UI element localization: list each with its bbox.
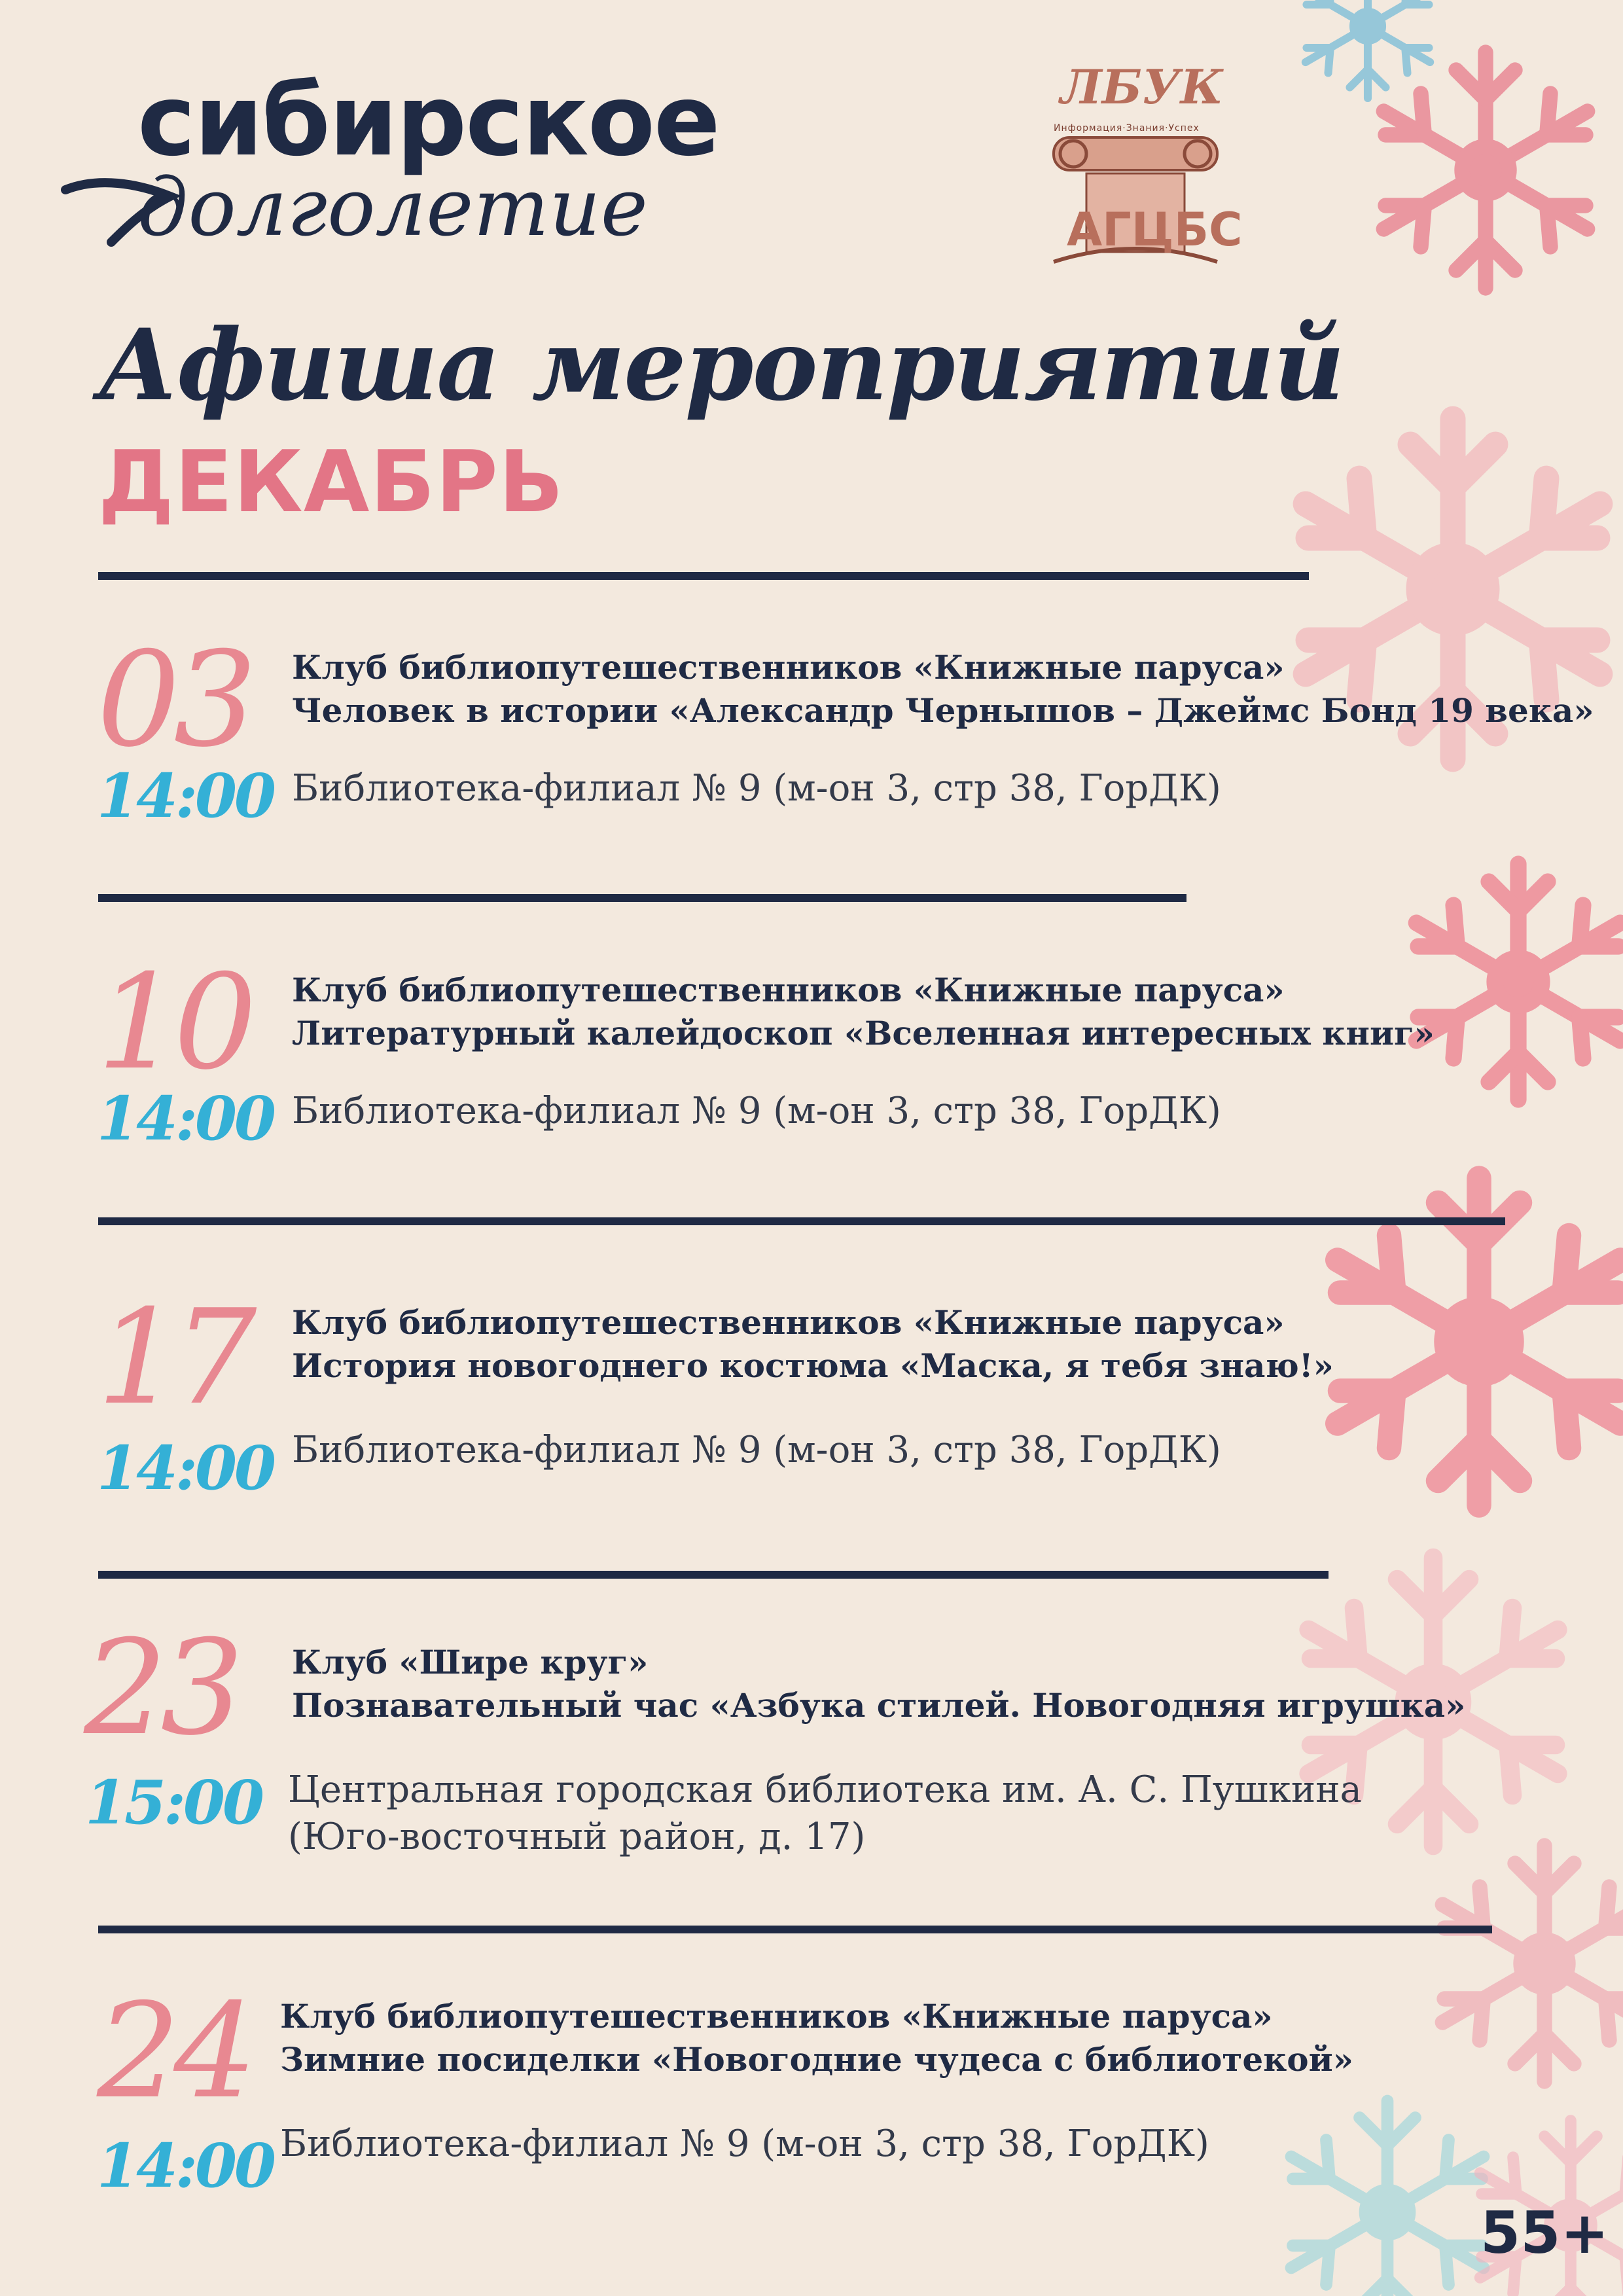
- logo-motto: Информация·Знания·Успех: [1054, 123, 1200, 134]
- event-place: Библиотека-филиал № 9 (м-он 3, стр 38, ГорДК): [292, 1429, 1221, 1471]
- divider: [98, 572, 1309, 580]
- event-time: 14:00: [97, 1433, 274, 1503]
- library-logo: [1034, 52, 1243, 275]
- event-place: Библиотека-филиал № 9 (м-он 3, стр 38, ГорДК): [280, 2123, 1209, 2165]
- event-club: Клуб библиопутешественников «Книжные паруса»: [292, 648, 1285, 687]
- event-place: Библиотека-филиал № 9 (м-он 3, стр 38, ГорДК): [292, 1090, 1221, 1132]
- month-title: ДЕКАБРЬ: [98, 432, 564, 531]
- event-club: Клуб «Шире круг»: [292, 1643, 649, 1681]
- event-time: 14:00: [97, 2130, 274, 2201]
- event-club: Клуб библиопутешественников «Книжные паруса»: [292, 971, 1285, 1009]
- divider: [98, 1571, 1329, 1579]
- event-day: 23: [84, 1612, 238, 1765]
- event-club: Клуб библиопутешественников «Книжные паруса»: [280, 1997, 1273, 2036]
- event-title: Познавательный час «Азбука стилей. Новогодняя игрушка»: [292, 1686, 1466, 1725]
- event-day: 10: [97, 946, 251, 1099]
- divider: [98, 894, 1186, 902]
- event-day: 03: [97, 624, 251, 776]
- brand-subtitle: долголетие: [137, 161, 648, 254]
- age-rating-badge: 55+: [1480, 2199, 1609, 2267]
- event-place-detail: (Юго-восточный район, д. 17): [288, 1816, 866, 1858]
- event-day: 17: [97, 1282, 251, 1434]
- logo-top-text: ЛБУК: [1060, 59, 1224, 115]
- event-day: 24: [97, 1975, 251, 2128]
- divider: [98, 1926, 1492, 1933]
- event-title: История новогоднего костюма «Маска, я тебя знаю!»: [292, 1346, 1334, 1385]
- page-title: Афиша мероприятий: [98, 308, 1344, 423]
- event-club: Клуб библиопутешественников «Книжные паруса»: [292, 1303, 1285, 1342]
- logo-bottom-text: АГЦБС: [1067, 203, 1243, 257]
- event-place: Библиотека-филиал № 9 (м-он 3, стр 38, ГорДК): [292, 767, 1221, 810]
- event-place: Центральная городская библиотека им. А. С. Пушкина: [288, 1768, 1362, 1811]
- event-time: 14:00: [97, 1083, 274, 1154]
- event-time: 15:00: [85, 1767, 262, 1838]
- swoosh-icon: [59, 170, 190, 249]
- event-time: 14:00: [97, 761, 274, 831]
- event-title: Человек в истории «Александр Чернышов – Джеймс Бонд 19 века»: [292, 691, 1594, 730]
- brand-title: сибирское: [137, 64, 719, 178]
- event-title: Зимние посиделки «Новогодние чудеса с библиотекой»: [280, 2040, 1353, 2079]
- divider: [98, 1217, 1505, 1225]
- brand-logo: [65, 64, 719, 254]
- event-title: Литературный калейдоскоп «Вселенная интересных книг»: [292, 1014, 1435, 1052]
